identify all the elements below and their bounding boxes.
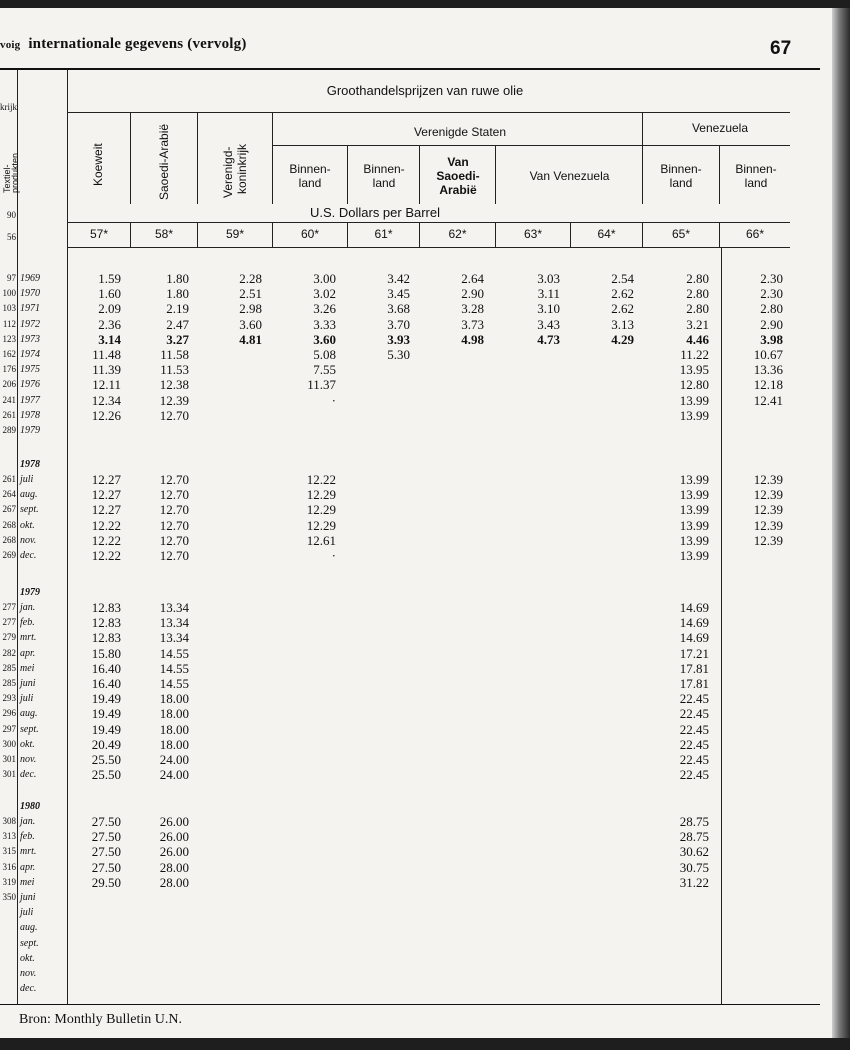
stub-value: 285 xyxy=(2,678,16,688)
row-label: feb. xyxy=(20,831,35,843)
table-cell: 18.00 xyxy=(159,736,189,752)
table-cell: 15.80 xyxy=(91,645,121,661)
table-cell: 12.34 xyxy=(91,392,121,408)
row-label: nov. xyxy=(20,968,37,979)
table-cell: 7.55 xyxy=(313,362,336,378)
table-cell: 3.73 xyxy=(461,316,484,332)
row-label: 1969 xyxy=(20,273,40,284)
table-cell: 17.21 xyxy=(679,645,709,661)
table-cell: 12.83 xyxy=(91,630,121,646)
table-cell: 3.10 xyxy=(537,301,560,317)
table-cell: 13.95 xyxy=(679,362,709,378)
table-cell: 1.59 xyxy=(98,271,121,286)
stub-value: 350 xyxy=(2,892,16,902)
stub-value: 103 xyxy=(2,303,16,314)
table-cell: 14.55 xyxy=(159,645,189,661)
stub-value: 268 xyxy=(2,519,16,530)
col-header-saoedi: Saoedi-Arabië xyxy=(157,123,171,200)
table-cell: 20.49 xyxy=(91,736,121,752)
table-cell: 28.75 xyxy=(679,814,709,829)
table-cell: 12.39 xyxy=(753,472,783,487)
row-label: 1979 xyxy=(20,425,40,436)
table-cell: 2.51 xyxy=(239,286,262,302)
stub-value: 300 xyxy=(2,738,16,749)
table-cell: 26.00 xyxy=(159,829,189,845)
col-number: 61* xyxy=(374,227,393,241)
table-cell: 3.02 xyxy=(313,286,336,302)
stub-value: 301 xyxy=(2,754,16,764)
table-cell: 13.99 xyxy=(679,392,709,408)
table-cell: 4.98 xyxy=(461,331,484,347)
rule-under-group xyxy=(67,112,790,113)
table-cell: 12.29 xyxy=(306,487,336,503)
subgroup-header-venezuela: Venezuela xyxy=(691,121,749,135)
table-cell: 3.27 xyxy=(166,331,189,347)
table-cell: 3.03 xyxy=(537,271,560,286)
table-cell: 4.29 xyxy=(611,331,634,347)
stub-value: 279 xyxy=(2,632,16,643)
table-cell: 12.27 xyxy=(91,487,121,503)
table-cell: 22.45 xyxy=(679,767,709,783)
row-label: okt. xyxy=(20,519,35,531)
table-cell: 24.00 xyxy=(159,752,189,767)
col-header-vk-2: koninkrijk xyxy=(235,143,249,194)
table-cell: 12.29 xyxy=(306,502,336,518)
row-label: 1971 xyxy=(20,303,40,315)
col-header-koeweit: Koeweit xyxy=(91,143,105,186)
table-cell: 2.30 xyxy=(760,286,783,302)
rule-under-subgroup xyxy=(272,145,790,146)
col-header-vs-binnen2: Binnen- land xyxy=(363,162,405,190)
row-label: juni xyxy=(20,892,36,903)
table-cell: 2.09 xyxy=(98,301,121,317)
table-cell: 4.73 xyxy=(537,331,560,347)
col-header-vs-binnen1: Binnen- land xyxy=(289,162,331,190)
table-cell: 12.83 xyxy=(91,615,121,631)
col-number: 62* xyxy=(448,227,467,241)
stub-value: 297 xyxy=(2,723,16,734)
row-label: 1975 xyxy=(20,364,40,376)
col-divider xyxy=(419,145,420,204)
table-cell: 18.00 xyxy=(159,691,189,707)
table-cell: 28.75 xyxy=(679,829,709,845)
table-cell: 5.30 xyxy=(387,347,410,362)
table-cell: 27.50 xyxy=(91,844,121,860)
table-cell: 13.34 xyxy=(159,630,189,646)
running-header xyxy=(0,36,247,53)
binding-edge xyxy=(832,8,850,1038)
col-divider xyxy=(130,112,131,204)
table-cell: 25.50 xyxy=(91,752,121,767)
row-label: okt. xyxy=(20,738,35,750)
table-cell: 3.45 xyxy=(387,286,410,302)
row-label: 1970 xyxy=(20,288,40,300)
table-cell: 4.81 xyxy=(239,331,262,347)
table-cell: 11.22 xyxy=(680,347,709,362)
stub-label-textiel: Textiel- xyxy=(2,164,12,193)
row-label: aug. xyxy=(20,922,38,934)
rule-below-colnums xyxy=(67,247,790,248)
table-cell: 3.00 xyxy=(313,271,336,286)
row-label: nov. xyxy=(20,534,37,546)
table-cell: 2.80 xyxy=(686,271,709,286)
col-number: 63* xyxy=(523,227,543,241)
stub-value: 267 xyxy=(2,504,16,515)
col-header-vk-1: Verenigd- xyxy=(221,146,235,198)
table-cell: 3.93 xyxy=(387,331,410,347)
table-cell: 22.45 xyxy=(679,736,709,752)
rule-above-colnums xyxy=(67,222,790,223)
table-cell: 12.22 xyxy=(91,532,121,548)
col-divider xyxy=(642,112,643,204)
table-cell: 12.29 xyxy=(306,517,336,533)
group-header: Groothandelsprijzen van ruwe olie xyxy=(326,83,524,98)
table-cell: 27.50 xyxy=(91,829,121,845)
row-label: 1977 xyxy=(20,394,40,406)
stub-value: 315 xyxy=(2,846,16,857)
table-cell: 2.80 xyxy=(760,301,783,317)
table-cell: 28.00 xyxy=(159,859,189,875)
row-label: feb. xyxy=(20,617,35,629)
row-label: dec. xyxy=(20,769,37,781)
document-page xyxy=(0,8,832,1038)
stub-value: 268 xyxy=(2,534,16,545)
row-label: apr. xyxy=(20,861,36,873)
table-cell: 3.33 xyxy=(313,316,336,332)
table-cell: 31.22 xyxy=(679,874,709,890)
table-cell: 3.68 xyxy=(387,301,410,317)
table-cell: 18.00 xyxy=(159,706,189,722)
table-cell: 12.80 xyxy=(679,377,709,393)
col-divider xyxy=(347,145,348,204)
table-cell: 28.00 xyxy=(159,874,189,890)
table-cell: 12.39 xyxy=(753,487,783,503)
stub-value: 282 xyxy=(2,647,16,658)
table-cell: 13.34 xyxy=(159,615,189,631)
table-cell: 3.13 xyxy=(611,316,634,332)
table-cell: 3.70 xyxy=(387,316,410,332)
row-label: okt. xyxy=(20,952,35,964)
table-cell: 12.39 xyxy=(753,502,783,518)
table-cell: 12.18 xyxy=(753,377,783,393)
row-label: jan. xyxy=(20,816,36,827)
row-label: juli xyxy=(20,474,34,485)
table-cell: 12.22 xyxy=(91,548,121,563)
col-header-vs-saoedi: Van Saoedi- Arabië xyxy=(436,155,480,197)
table-cell: 3.26 xyxy=(313,301,336,317)
table-cell: 13.36 xyxy=(753,362,783,378)
row-label: 1976 xyxy=(20,379,40,391)
table-cell: 11.37 xyxy=(307,377,336,393)
col-number: 57* xyxy=(89,227,109,241)
stub-value: 100 xyxy=(2,288,16,299)
table-cell: 12.22 xyxy=(91,517,121,533)
table-cell: 1.60 xyxy=(98,286,121,302)
subgroup-header-vs: Verenigde Staten xyxy=(413,125,507,139)
table-cell: 1.80 xyxy=(166,286,189,302)
table-cell: 2.28 xyxy=(239,271,262,286)
table-cell: 2.62 xyxy=(611,301,634,317)
row-label: juli xyxy=(20,907,34,919)
stub-value: 261 xyxy=(2,409,16,420)
table-cell: 5.08 xyxy=(313,347,336,362)
stub-value: 308 xyxy=(2,816,16,826)
table-cell: 13.99 xyxy=(679,548,709,563)
table-cell: 22.45 xyxy=(679,752,709,767)
table-cell: 14.69 xyxy=(679,615,709,631)
table-cell: 12.70 xyxy=(159,517,189,533)
row-label: 1973 xyxy=(20,333,40,345)
row-label: nov. xyxy=(20,754,37,765)
header-title: internationale gegevens (vervolg) xyxy=(28,36,247,52)
col-divider xyxy=(197,112,198,204)
table-cell: 3.11 xyxy=(537,286,560,302)
table-cell: 22.45 xyxy=(679,706,709,722)
row-label: aug. xyxy=(20,489,38,501)
row-label: mrt. xyxy=(20,632,37,644)
table-cell: 12.70 xyxy=(159,472,189,487)
table-cell: 19.49 xyxy=(91,721,121,737)
stub-label-top: krijk xyxy=(0,102,17,112)
row-label: mei xyxy=(20,876,35,888)
table-cell: 3.42 xyxy=(387,271,410,286)
table-cell: 12.70 xyxy=(159,548,189,563)
stub-value: 319 xyxy=(2,876,16,887)
table-cell: 27.50 xyxy=(91,814,121,829)
row-label: sept. xyxy=(20,937,39,949)
top-rule xyxy=(0,68,820,70)
block-year-title: 1980 xyxy=(20,801,40,812)
table-cell: 10.67 xyxy=(753,347,783,362)
col-number: 59* xyxy=(225,227,245,241)
table-cell: 30.62 xyxy=(679,844,709,860)
table-cell: 3.60 xyxy=(239,316,262,332)
table-cell: 12.70 xyxy=(159,502,189,518)
row-label: jan. xyxy=(20,602,36,613)
col-header-vs-venezuela: Van Venezuela xyxy=(529,169,610,183)
table-cell: 13.99 xyxy=(679,472,709,487)
table-cell: 17.81 xyxy=(679,676,709,691)
table-cell: 2.80 xyxy=(686,301,709,317)
stub-value: 261 xyxy=(2,474,16,484)
table-cell: 2.90 xyxy=(461,286,484,302)
table-cell: 12.70 xyxy=(159,487,189,503)
table-cell: 2.30 xyxy=(760,271,783,286)
table-cell: 3.14 xyxy=(98,331,121,347)
table-cell: 30.75 xyxy=(679,859,709,875)
table-cell: 27.50 xyxy=(91,859,121,875)
stub-value: 112 xyxy=(2,318,16,329)
stub-value: 241 xyxy=(2,394,16,405)
table-cell: 29.50 xyxy=(91,874,121,890)
table-cell: 13.99 xyxy=(679,487,709,503)
table-cell: 24.00 xyxy=(159,767,189,783)
row-label: sept. xyxy=(20,504,39,516)
col-number: 64* xyxy=(597,227,616,241)
stub-val-top: 90 xyxy=(7,210,16,220)
row-label: sept. xyxy=(20,723,39,735)
page-number: 67 xyxy=(770,38,792,59)
table-cell: 11.48 xyxy=(92,347,121,362)
block-year-title: 1979 xyxy=(20,587,40,598)
stub-value: 269 xyxy=(2,550,16,560)
col-header-ven-binnen2: Binnen- land xyxy=(735,162,777,190)
table-cell: 26.00 xyxy=(159,814,189,829)
stub-col-num: 56 xyxy=(7,232,16,242)
row-label: juni xyxy=(20,678,36,689)
table-cell: 4.46 xyxy=(686,331,709,347)
col-number: 65* xyxy=(671,227,691,241)
table-cell: 13.99 xyxy=(679,407,709,423)
table-cell: 12.27 xyxy=(91,502,121,518)
stub-value: 206 xyxy=(2,379,16,390)
table-cell: 11.58 xyxy=(160,347,189,362)
table-cell: 12.22 xyxy=(306,472,336,487)
stub-value: 277 xyxy=(2,617,16,628)
table-cell: 12.39 xyxy=(753,532,783,548)
table-cell: 19.49 xyxy=(91,706,121,722)
row-label: mrt. xyxy=(20,846,37,858)
stub-value: 289 xyxy=(2,425,16,435)
table-cell: 2.36 xyxy=(98,316,121,332)
stub-value: 162 xyxy=(2,349,16,359)
table-cell: 26.00 xyxy=(159,844,189,860)
table-cell: 2.90 xyxy=(760,316,783,332)
table-cell: 13.99 xyxy=(679,517,709,533)
venezuela-body-rule xyxy=(721,247,722,1004)
col-divider xyxy=(495,145,496,204)
table-cell: 13.34 xyxy=(159,600,189,615)
table-cell: 12.38 xyxy=(159,377,189,393)
col-number: 58* xyxy=(154,227,174,241)
col-divider xyxy=(272,112,273,204)
table-cell: 14.69 xyxy=(679,600,709,615)
table-cell: 2.64 xyxy=(461,271,484,286)
table-cell: 2.80 xyxy=(686,286,709,302)
table-cell: 12.26 xyxy=(91,407,121,423)
table-cell: 13.99 xyxy=(679,502,709,518)
row-label: aug. xyxy=(20,708,38,720)
table-cell: 12.39 xyxy=(159,392,189,408)
table-cell: 2.54 xyxy=(611,271,634,286)
table-cell: 12.39 xyxy=(753,517,783,533)
stub-value: 123 xyxy=(2,333,16,344)
stub-rule xyxy=(17,70,18,1004)
row-label: mei xyxy=(20,662,35,674)
header-prefix: voig xyxy=(0,39,21,51)
table-cell: 12.61 xyxy=(306,532,336,548)
table-cell: · xyxy=(331,392,336,408)
table-cell: 11.39 xyxy=(92,362,121,378)
stub-value: 296 xyxy=(2,708,16,719)
col-divider xyxy=(719,145,720,204)
table-cell: 18.00 xyxy=(159,721,189,737)
table-cell: · xyxy=(331,548,336,563)
table-cell: 25.50 xyxy=(91,767,121,783)
table-cell: 3.60 xyxy=(313,331,336,347)
table-cell: 12.70 xyxy=(159,407,189,423)
table-cell: 3.98 xyxy=(760,331,783,347)
table-cell: 12.83 xyxy=(91,600,121,615)
table-cell: 19.49 xyxy=(91,691,121,707)
stub-label-produkten: produkten xyxy=(10,152,20,193)
source-note: Bron: Monthly Bulletin U.N. xyxy=(19,1012,182,1027)
table-cell: 2.19 xyxy=(166,301,189,317)
table-cell: 22.45 xyxy=(679,691,709,707)
table-left-rule xyxy=(67,70,68,1004)
table-cell: 3.28 xyxy=(461,301,484,317)
table-cell: 16.40 xyxy=(91,660,121,676)
table-cell: 2.47 xyxy=(166,316,189,332)
table-cell: 3.21 xyxy=(686,316,709,332)
table-cell: 12.11 xyxy=(92,377,121,393)
col-header-ven-binnen1: Binnen- land xyxy=(660,162,702,190)
block-year-title: 1978 xyxy=(20,459,40,470)
row-label: dec. xyxy=(20,983,37,995)
table-cell: 12.27 xyxy=(91,472,121,487)
table-cell: 11.53 xyxy=(160,362,189,378)
table-cell: 12.70 xyxy=(159,532,189,548)
table-cell: 17.81 xyxy=(679,660,709,676)
table-cell: 13.99 xyxy=(679,532,709,548)
row-label: 1978 xyxy=(20,409,40,421)
table-cell: 2.62 xyxy=(611,286,634,302)
table-cell: 14.55 xyxy=(159,660,189,676)
stub-value: 277 xyxy=(2,602,16,612)
stub-value: 97 xyxy=(7,273,16,283)
row-label: dec. xyxy=(20,550,37,561)
stub-value: 285 xyxy=(2,662,16,673)
table-cell: 22.45 xyxy=(679,721,709,737)
row-label: 1974 xyxy=(20,349,40,360)
col-number: 60* xyxy=(300,227,320,241)
stub-value: 316 xyxy=(2,861,16,872)
unit-label: U.S. Dollars per Barrel xyxy=(309,205,441,220)
table-cell: 14.55 xyxy=(159,676,189,691)
table-cell: 16.40 xyxy=(91,676,121,691)
col-number: 66* xyxy=(745,227,765,241)
table-cell: 3.43 xyxy=(537,316,560,332)
table-cell: 1.80 xyxy=(166,271,189,286)
table-cell: 14.69 xyxy=(679,630,709,646)
row-label: apr. xyxy=(20,647,36,659)
stub-value: 301 xyxy=(2,769,16,780)
row-label: 1972 xyxy=(20,318,40,330)
stub-value: 293 xyxy=(2,693,16,704)
row-label: juli xyxy=(20,693,34,705)
table-cell: 2.98 xyxy=(239,301,262,317)
stub-value: 176 xyxy=(2,364,16,375)
table-cell: 12.41 xyxy=(753,392,783,408)
stub-value: 264 xyxy=(2,489,16,500)
stub-value: 313 xyxy=(2,831,16,842)
bottom-rule xyxy=(0,1004,820,1005)
